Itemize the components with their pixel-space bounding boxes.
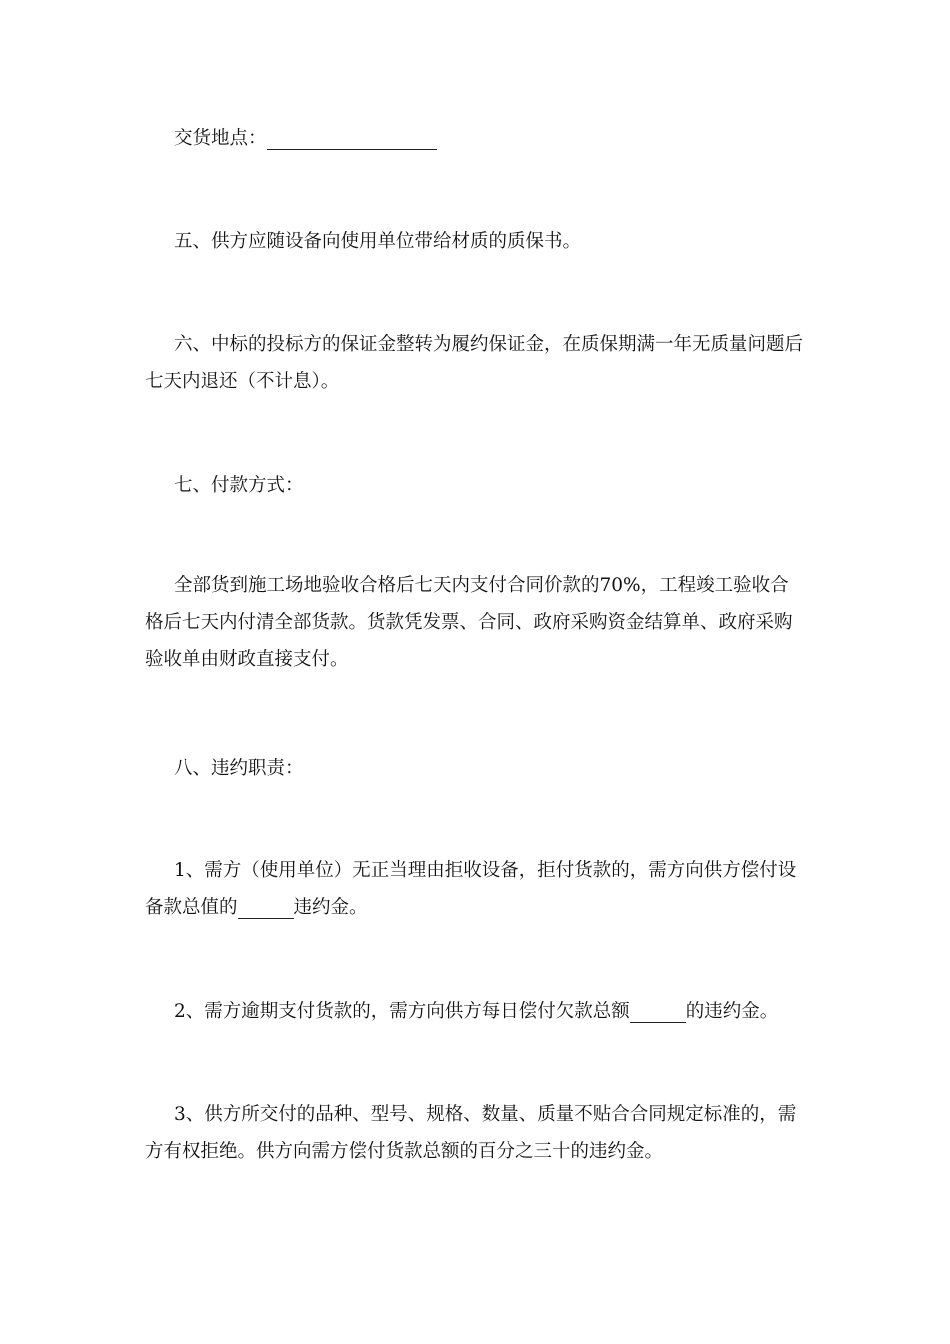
- clause-2-text: 2、需方逾期支付货款的，需方向供方每日偿付欠款总额: [174, 1001, 630, 1022]
- delivery-place-blank: [267, 127, 437, 150]
- clause-1-blank: [238, 896, 294, 919]
- payment-paragraph: 全部货到施工场地验收合格后七天内支付合同价款的70%，工程竣工验收合格后七天内付清全部货款。货款凭发票、合同、政府采购资金结算单、政府采购验收单由财政直接支付。: [145, 575, 793, 670]
- clause-2-blank: [630, 1000, 686, 1023]
- clause-2-end: 的违约金。: [685, 1001, 779, 1022]
- section-5: 五、供方应随设备向使用单位带给材质的质保书。: [174, 231, 582, 252]
- section-6: 六、中标的投标方的保证金整转为履约保证金，在质保期满一年无质量问题后七天内退还（不计息）。: [145, 334, 804, 392]
- section-8-title: 八、违约职责：: [174, 758, 304, 779]
- section-7-title: 七、付款方式：: [174, 475, 304, 496]
- delivery-place-line: [145, 120, 807, 157]
- clause-3: 3、供方所交付的品种、型号、规格、数量、质量不贴合合同规定标准的，需方有权拒绝。供方向需方偿付货款总额的百分之三十的违约金。: [145, 1104, 797, 1162]
- clause-1-end: 违约金。: [293, 897, 368, 918]
- clause-2: [145, 993, 807, 1030]
- clause-1: [145, 852, 807, 926]
- delivery-place-label: 交货地点：: [174, 128, 267, 149]
- clause-1-text: 1、需方（使用单位）无正当理由拒收设备，拒付货款的，需方向供方偿付设备款总值的: [145, 860, 797, 918]
